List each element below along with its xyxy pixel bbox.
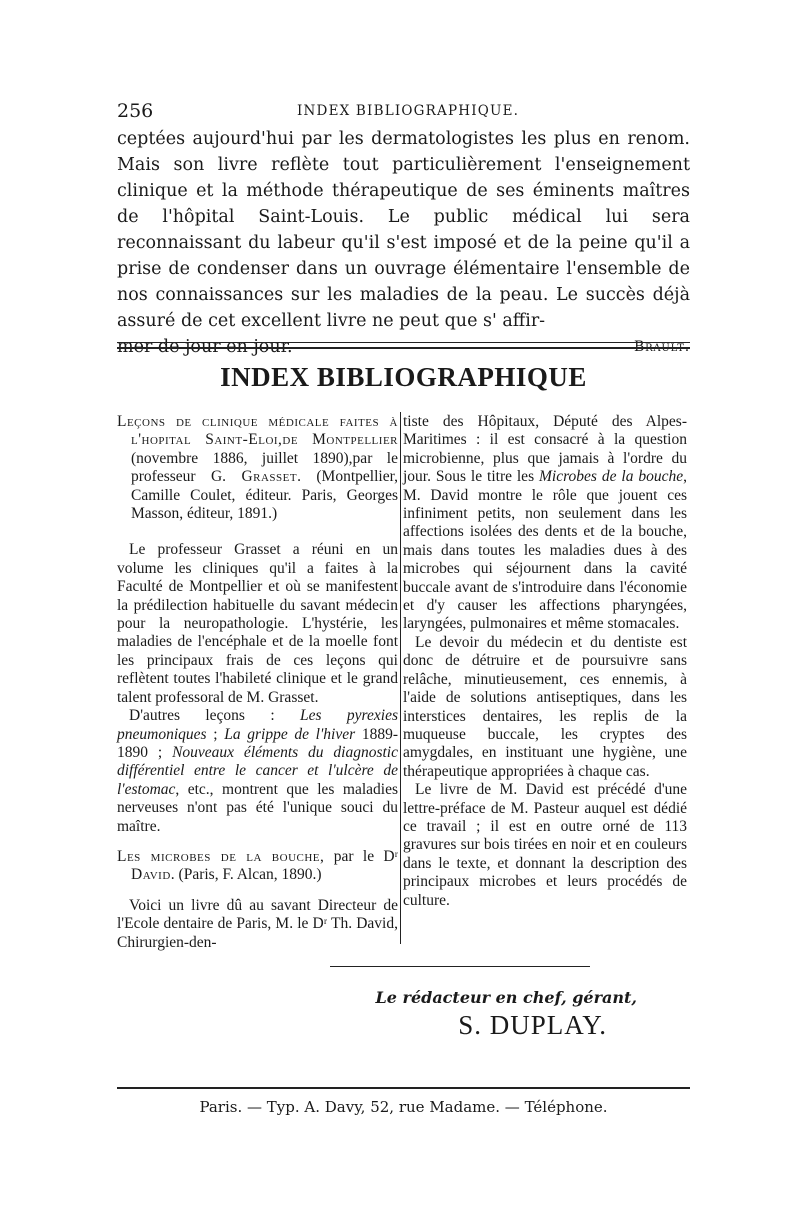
signature: Brault. [633, 339, 690, 355]
entry-details: (novembre 1886, juillet 1890),par le professeur G. [131, 449, 398, 486]
running-title: INDEX BIBLIOGRAPHIQUE. [297, 103, 520, 119]
imprint: Paris. — Typ. A. Davy, 52, rue Madame. — Téléphone. [199, 1098, 608, 1116]
review-text: ; [206, 725, 225, 743]
entry-details: par le Dʳ [324, 847, 398, 865]
editor-line: Le rédacteur en chef, gérant, [375, 988, 637, 1007]
intro-ending: mer de jour en jour. [117, 337, 293, 357]
column-divider [400, 412, 401, 944]
end-rule [330, 966, 590, 967]
entry-david [117, 848, 398, 885]
intro-paragraph: ceptées aujourd'hui par les dermatologistes les plus en renom. Mais son livre reflète tout particulièrement l'enseignement clinique et la méthode thérapeutique de ses éminents maîtres de l'hôpital Saint-Louis. Le public médical lui sera reconnaissant du labeur qu'il s'est imposé et de la peine qu'il a prise de condenser dans un ouvrage élémentaire l'ensemble de nos connaissances sur les maladies de la peau. Le succès déjà assuré de cet excellent livre ne peut que s' affir- [117, 129, 690, 331]
section-rule-thick [117, 347, 690, 349]
footer-rule [117, 1087, 690, 1089]
review-text: 1889-1890 ; [117, 725, 398, 761]
editor-name: S. DUPLAY. [458, 1010, 607, 1040]
review-text: tiste des Hôpitaux, Député des Alpes-Maritimes : il est consacré à la question microbienne, plus que jamais à l'ordre du jour. Sous le titre les [403, 413, 687, 486]
running-head [117, 100, 687, 122]
book-title: Microbes de la bouche [539, 468, 684, 486]
entry-author: David [131, 866, 171, 884]
entry-heading: Les microbes de la bouche, [117, 847, 325, 865]
book-title: Les pyrexies pneumoniques [117, 707, 398, 743]
page-number: 256 [117, 100, 154, 122]
intro-text [117, 126, 690, 360]
review-paragraph: Le livre de M. David est précédé d'une lettre-préface de M. Pasteur auquel est dédié ce travail ; il est en outre orné de 113 gravures sur bois tirées en noir et en couleurs dans le texte, et donnant la description des principaux microbes et leurs procédés de culture. [403, 781, 687, 909]
entry-heading: Leçons de clinique médicale faites à l'hopital Saint-Eloi,de Montpellier [117, 413, 398, 449]
book-title: Nouveaux éléments du diagnostic différentiel entre le cancer et l'ulcère de l'estomac [117, 743, 398, 798]
review-paragraph [403, 413, 687, 634]
review-text: , etc., montrent que les maladies nerveuses n'ont pas été l'unique souci du maître. [117, 780, 398, 835]
review-text: , M. David montre le rôle que jouent ces infiniment petits, non seulement dans les affections isolées des dents et de la bouche, mais dans toutes les maladies dues à des microbes qui séjournent dans la cavité buccale avant de s'introduire dans l'économie et d'y causer les affections pharyngées, laryngées, pulmonaires et même stomacales. [403, 468, 687, 633]
book-title: La grippe de l'hiver [224, 725, 356, 743]
right-column [403, 413, 687, 910]
left-column [117, 413, 398, 952]
entry-grasset [117, 413, 398, 523]
review-paragraph: Le devoir du médecin et du dentiste est donc de détruire et de poursuivre sans relâche, minutieusement, ces ennemis, à l'aide de solutions antiseptiques, dans les interstices dentaires, les replis de la muqueuse buccale, les cryptes des amygdales, en instituant une hygiène, une thérapeutique appropriées à chaque cas. [403, 633, 687, 780]
section-title: INDEX BIBLIOGRAPHIQUE [220, 362, 587, 392]
review-paragraph: Voici un livre dû au savant Directeur de l'Ecole dentaire de Paris, M. le Dʳ Th. David, Chirurgien-den- [117, 896, 398, 951]
review-paragraph: Le professeur Grasset a réuni en un volume les cliniques qu'il a faites à la Faculté de Montpellier et où se manifestent la prédilection habituelle du savant médecin pour la neuropathologie. L'hystérie, les maladies de l'encéphale et de la moelle font les principaux frais de ces leçons qui reflètent toutes l'habileté clinique et le grand talent professoral de M. Grasset. [117, 541, 398, 706]
section-rule-thin [117, 342, 690, 343]
review-paragraph [117, 707, 398, 836]
entry-publisher: . (Paris, F. Alcan, 1890.) [170, 866, 322, 884]
entry-author: Grasset [241, 468, 298, 486]
review-text: D'autres leçons : [129, 707, 301, 725]
entry-publisher: . (Montpellier, Camille Coulet, éditeur. Paris, Georges Masson, éditeur, 1891.) [131, 468, 398, 523]
